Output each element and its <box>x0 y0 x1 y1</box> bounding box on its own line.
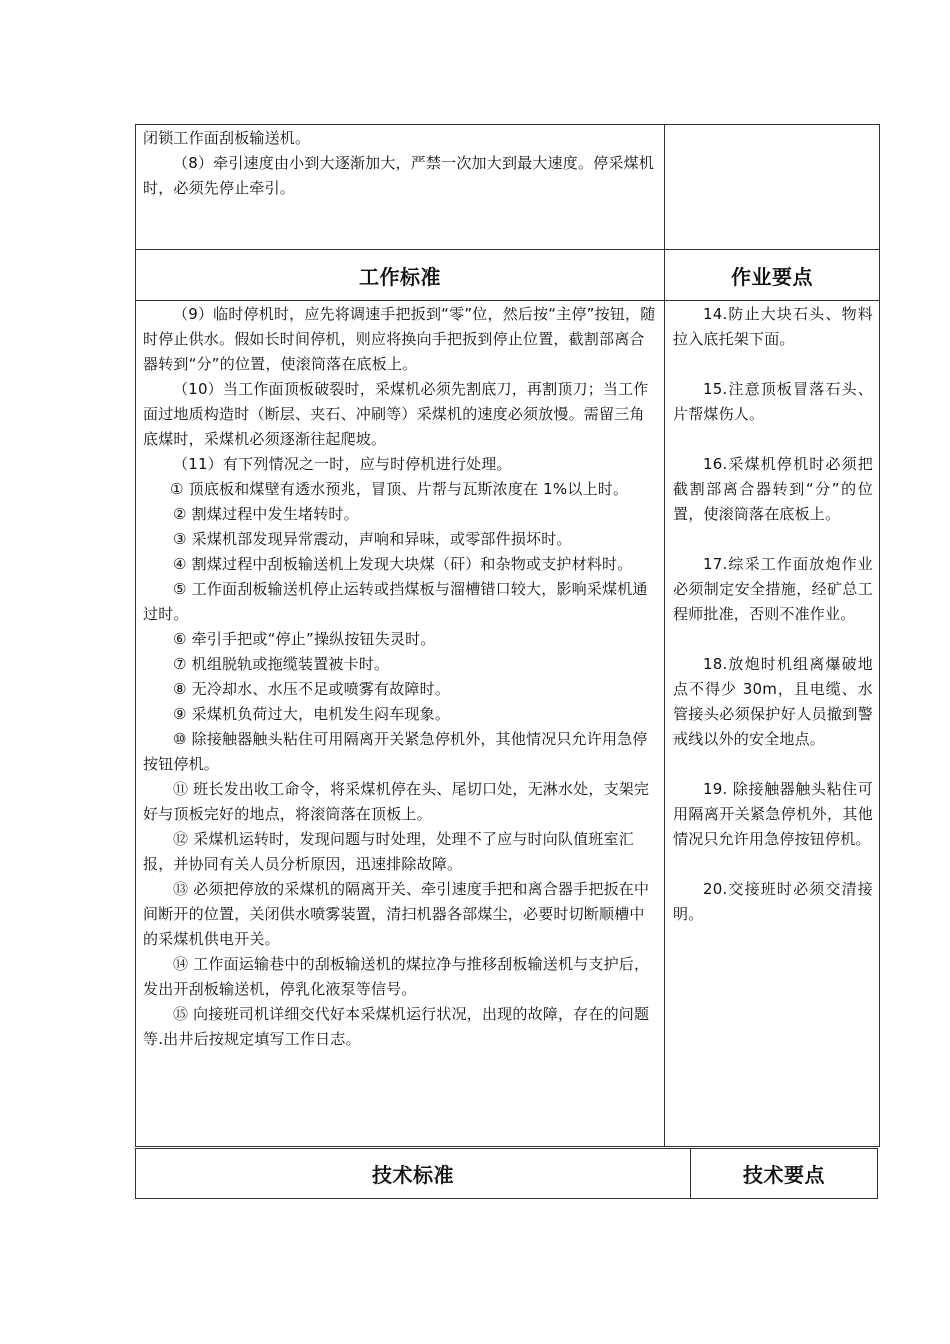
list-item-6: ⑥ 牵引手把或“停止”操纵按钮失灵时。 <box>173 630 436 648</box>
top-line-1: 闭锁工作面刮板输送机。 <box>143 129 311 147</box>
paragraph-11: （11）有下列情况之一时，应与时停机进行处理。 <box>173 455 512 473</box>
list-item-5: ⑤ 工作面刮板输送机停止运转或挡煤板与溜槽错口较大，影响采煤机通过时。 <box>143 580 648 623</box>
keypoint-19: 19. 除接触器触头粘住可用隔离开关紧急停机外，其他情况只允许用急停按钮停机。 <box>673 780 873 848</box>
list-item-10: ⑩ 除接触器触头粘住可用隔离开关紧急停机外，其他情况只允许用急停按钮停机。 <box>143 730 648 773</box>
work-standard-body <box>136 301 665 1147</box>
work-standard-table <box>135 124 880 1147</box>
keypoint-17: 17.综采工作面放炮作业必须制定安全措施，经矿总工程师批准，否则不准作业。 <box>673 555 873 623</box>
keypoint-14: 14.防止大块石头、物料拉入底托架下面。 <box>673 305 873 348</box>
list-item-13: ⑬ 必须把停放的采煤机的隔离开关、牵引速度手把和离合器手把扳在中间断开的位置，关闭供水喷雾装置，清扫机器各部煤尘，必要时切断顺槽中的采煤机供电开关。 <box>143 880 650 948</box>
tech-standard-table <box>135 1148 878 1199</box>
list-item-9: ⑨ 采煤机负荷过大，电机发生闷车现象。 <box>173 705 451 723</box>
list-item-7: ⑦ 机组脱轨或拖缆装置被卡时。 <box>173 655 390 673</box>
list-item-3: ③ 采煤机部发现异常震动，声响和异味，或零部件损坏时。 <box>173 530 572 548</box>
top-block-cell <box>136 125 665 250</box>
work-keypoints-header: 作业要点 <box>665 250 880 301</box>
list-item-4: ④ 割煤过程中刮板输送机上发现大块煤（矸）和杂物或支护材料时。 <box>173 555 633 573</box>
work-keypoints-body <box>665 301 880 1147</box>
top-line-2: （8）牵引速度由小到大逐渐加大，严禁一次加大到最大速度。停采煤机时，必须先停止牵引。 <box>143 154 654 197</box>
list-item-2: ② 割煤过程中发生堵转时。 <box>173 505 359 523</box>
keypoint-20: 20.交接班时必须交清接明。 <box>673 880 873 923</box>
paragraph-9: （9）临时停机时，应先将调速手把扳到“零”位，然后按“主停”按钮，随时停止供水。假如长时间停机，则应将换向手把扳到停止位置，截割部离合器转到“分”的位置，使滚筒落在底板上。 <box>143 305 656 373</box>
keypoint-15: 15.注意顶板冒落石头、片帮煤伤人。 <box>673 380 873 423</box>
list-item-14: ⑭ 工作面运输巷中的刮板输送机的煤拉净与推移刮板输送机与支护后，发出开刮板输送机，停乳化液泵等信号。 <box>143 955 650 998</box>
list-item-1: ① 顶底板和煤壁有透水预兆，冒顶、片帮与瓦斯浓度在 1%以上时。 <box>170 480 629 498</box>
list-item-8: ⑧ 无冷却水、水压不足或喷雾有故障时。 <box>173 680 451 698</box>
list-item-11: ⑪ 班长发出收工命令，将采煤机停在头、尾切口处，无淋水处，支架完好与顶板完好的地点，将滚筒落在顶板上。 <box>143 780 650 823</box>
top-block-right-cell <box>665 125 880 250</box>
list-item-12: ⑫ 采煤机运转时，发现问题与时处理，处理不了应与时向队值班室汇报，并协同有关人员分析原因，迅速排除故障。 <box>143 830 634 873</box>
tech-keypoints-header: 技术要点 <box>691 1149 878 1199</box>
work-standard-header: 工作标准 <box>136 250 665 301</box>
list-item-15: ⑮ 向接班司机详细交代好本采煤机运行状况，出现的故障，存在的问题等.出井后按规定填写工作日志。 <box>143 1005 650 1048</box>
tech-standard-header: 技术标准 <box>136 1149 691 1199</box>
keypoint-16: 16.采煤机停机时必须把截割部离合器转到“分”的位置，使滚筒落在底板上。 <box>673 455 873 523</box>
keypoint-18: 18.放炮时机组离爆破地点不得少 30m，且电缆、水管接头必须保护好人员撤到警戒线以外的安全地点。 <box>673 655 873 748</box>
paragraph-10: （10）当工作面顶板破裂时，采煤机必须先割底刀，再割顶刀；当工作面过地质构造时（断层、夹石、冲刷等）采煤机的速度必须放慢。需留三角底煤时，采煤机必须逐渐往起爬坡。 <box>143 380 649 448</box>
